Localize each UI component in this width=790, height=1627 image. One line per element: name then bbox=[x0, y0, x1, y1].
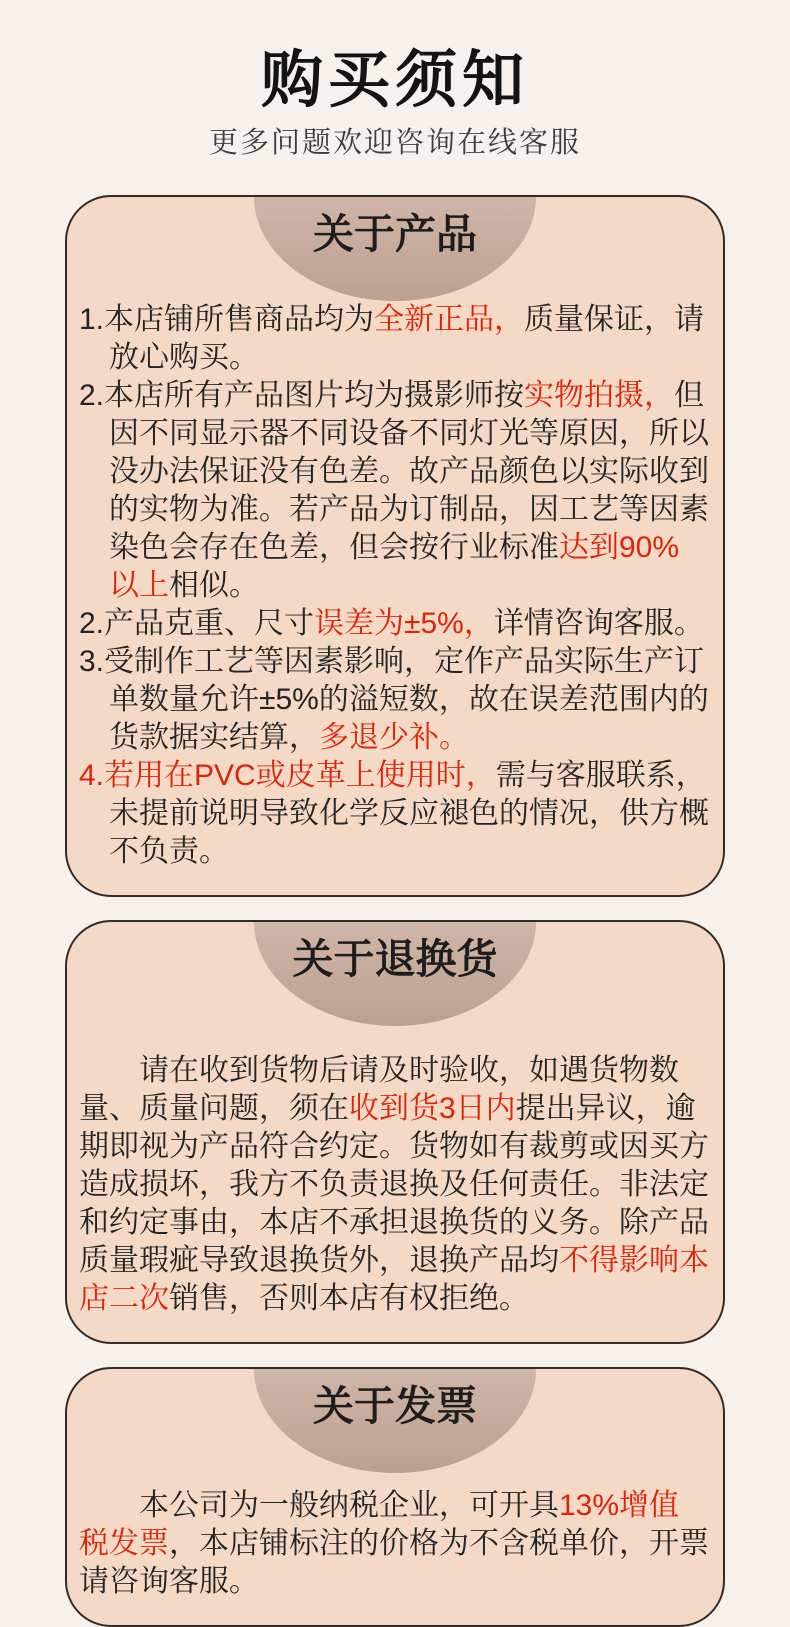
card-title-returns: 关于退换货 bbox=[292, 936, 498, 982]
card-body-invoice bbox=[67, 1473, 723, 1625]
notice-item: 1.本店铺所售商品均为全新正品，质量保证，请放心购买。 bbox=[79, 303, 705, 374]
card-header-arc bbox=[254, 1369, 536, 1473]
card-body-product bbox=[67, 301, 723, 895]
notice-paragraph: 请在收到货物后请及时验收，如遇货物数量、质量问题，须在收到货3日内提出异议，逾期即视为产品符合约定。货物如有裁剪或因买方造成损坏，我方不负责退换及任何责任。非法定和约定事由，本店不承担退换货的义务。除产品质量瑕疵导致退换货外，退换产品均不得影响本店二次销售，否则本店有权拒绝。 bbox=[79, 1054, 709, 1315]
page-subtitle: 更多问题欢迎咨询在线客服 bbox=[208, 127, 581, 159]
notice-card-returns bbox=[65, 920, 725, 1344]
page-title: 购买须知 bbox=[260, 46, 529, 115]
notice-item: 2.本店所有产品图片均为摄影师按实物拍摄，但因不同显示器不同设备不同灯光等原因，所以没办法保证没有色差。故产品颜色以实际收到的实物为准。若产品为订制品，因工艺等因素染色会存在色差，但会按行业标准达到90%以上相似。 bbox=[79, 379, 709, 602]
notice-sections bbox=[65, 195, 725, 1627]
card-header-arc bbox=[254, 922, 536, 1026]
notice-item: 4.若用在PVC或皮革上使用时，需与客服联系，未提前说明导致化学反应褪色的情况，供方概不负责。 bbox=[79, 759, 709, 868]
card-header-arc bbox=[254, 197, 536, 301]
card-body-returns bbox=[67, 1026, 723, 1342]
notice-item: 3.受制作工艺等因素影响，定作产品实际生产订单数量允许±5%的溢短数，故在误差范围内的货款据实结算，多退少补。 bbox=[79, 645, 709, 754]
card-title-invoice: 关于发票 bbox=[313, 1383, 477, 1429]
notice-card-product bbox=[65, 195, 725, 897]
notice-paragraph: 本公司为一般纳税企业，可开具13%增值税发票，本店铺标注的价格为不含税单价，开票请咨询客服。 bbox=[79, 1489, 709, 1598]
card-title-product: 关于产品 bbox=[313, 211, 477, 257]
notice-item: 2.产品克重、尺寸误差为±5%，详情咨询客服。 bbox=[79, 607, 704, 640]
notice-card-invoice bbox=[65, 1367, 725, 1627]
